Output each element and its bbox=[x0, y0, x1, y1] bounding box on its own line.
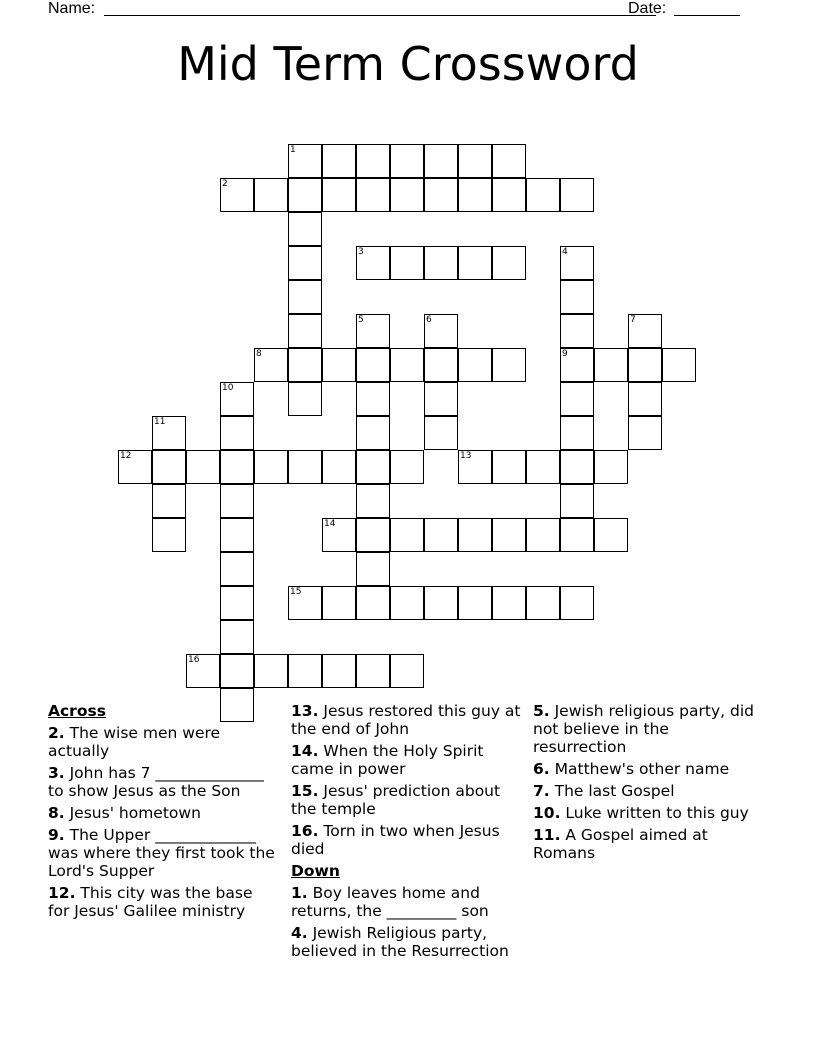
clue-item bbox=[533, 782, 763, 800]
crossword-cell[interactable] bbox=[526, 586, 560, 620]
crossword-cell[interactable] bbox=[288, 586, 322, 620]
crossword-cell[interactable] bbox=[220, 586, 254, 620]
crossword-cell[interactable] bbox=[560, 450, 594, 484]
clue-item bbox=[533, 702, 763, 756]
clues-column-2 bbox=[291, 702, 523, 964]
crossword-cell[interactable] bbox=[560, 518, 594, 552]
crossword-cell[interactable] bbox=[322, 518, 356, 552]
crossword-cell[interactable] bbox=[356, 314, 390, 348]
clue-number: 7. bbox=[533, 782, 550, 800]
crossword-cell[interactable] bbox=[390, 518, 424, 552]
clue-text: John has 7 ______________ to show Jesus as the Son bbox=[48, 764, 264, 800]
crossword-cell[interactable] bbox=[492, 450, 526, 484]
cell-number: 11 bbox=[154, 417, 166, 427]
crossword-cell[interactable] bbox=[288, 382, 322, 416]
crossword-cell[interactable] bbox=[288, 144, 322, 178]
crossword-cell[interactable] bbox=[288, 246, 322, 280]
crossword-cell[interactable] bbox=[594, 518, 628, 552]
cell-number: 9 bbox=[562, 349, 568, 359]
crossword-cell[interactable] bbox=[356, 552, 390, 586]
crossword-cell[interactable] bbox=[390, 246, 424, 280]
crossword-cell[interactable] bbox=[220, 654, 254, 688]
clue-item bbox=[533, 760, 763, 778]
crossword-cell[interactable] bbox=[220, 620, 254, 654]
crossword-cell[interactable] bbox=[526, 450, 560, 484]
clue-number: 4. bbox=[291, 924, 308, 942]
crossword-cell[interactable] bbox=[628, 416, 662, 450]
clue-item bbox=[533, 826, 763, 862]
clue-number: 12. bbox=[48, 884, 76, 902]
clue-text: Matthew's other name bbox=[549, 760, 730, 778]
crossword-cell[interactable] bbox=[492, 246, 526, 280]
crossword-cell[interactable] bbox=[594, 450, 628, 484]
clue-text: The last Gospel bbox=[549, 782, 675, 800]
crossword-cell[interactable] bbox=[628, 382, 662, 416]
crossword-cell[interactable] bbox=[118, 450, 152, 484]
crossword-cell[interactable] bbox=[492, 144, 526, 178]
clue-item bbox=[48, 804, 278, 822]
crossword-cell[interactable] bbox=[220, 416, 254, 450]
clue-number: 16. bbox=[291, 822, 319, 840]
cell-number: 16 bbox=[188, 655, 200, 665]
crossword-cell[interactable] bbox=[390, 144, 424, 178]
clue-number: 8. bbox=[48, 804, 65, 822]
crossword-cell[interactable] bbox=[288, 314, 322, 348]
crossword-cell[interactable] bbox=[560, 484, 594, 518]
clue-number: 13. bbox=[291, 702, 319, 720]
crossword-cell[interactable] bbox=[424, 314, 458, 348]
clue-number: 11. bbox=[533, 826, 561, 844]
clue-number: 1. bbox=[291, 884, 308, 902]
crossword-cell[interactable] bbox=[424, 518, 458, 552]
name-label: Name: bbox=[48, 0, 96, 17]
clue-item bbox=[533, 804, 763, 822]
cell-number: 1 bbox=[290, 145, 296, 155]
clue-text: Jewish religious party, did not believe in the resurrection bbox=[533, 702, 754, 756]
crossword-cell[interactable] bbox=[492, 518, 526, 552]
clue-text: When the Holy Spirit came in power bbox=[291, 742, 484, 778]
crossword-cell[interactable] bbox=[186, 654, 220, 688]
crossword-cell[interactable] bbox=[322, 178, 356, 212]
crossword-cell[interactable] bbox=[560, 178, 594, 212]
across-clue-list bbox=[48, 724, 278, 920]
crossword-cell[interactable] bbox=[322, 586, 356, 620]
cell-number: 6 bbox=[426, 315, 432, 325]
clue-number: 3. bbox=[48, 764, 65, 782]
clue-item bbox=[291, 742, 523, 778]
crossword-cell[interactable] bbox=[288, 280, 322, 314]
crossword-cell[interactable] bbox=[526, 178, 560, 212]
crossword-cell[interactable] bbox=[560, 586, 594, 620]
cell-number: 7 bbox=[630, 315, 636, 325]
clue-text: Jewish Religious party, believed in the Resurrection bbox=[291, 924, 509, 960]
crossword-cell[interactable] bbox=[390, 654, 424, 688]
crossword-cell[interactable] bbox=[220, 178, 254, 212]
crossword-cell[interactable] bbox=[220, 382, 254, 416]
date-label: Date: bbox=[628, 0, 667, 17]
clue-item bbox=[48, 884, 278, 920]
crossword-cell[interactable] bbox=[526, 518, 560, 552]
crossword-cell[interactable] bbox=[288, 348, 322, 382]
crossword-cell[interactable] bbox=[560, 280, 594, 314]
clue-text: Torn in two when Jesus died bbox=[291, 822, 500, 858]
crossword-cell[interactable] bbox=[424, 178, 458, 212]
crossword-cell[interactable] bbox=[322, 654, 356, 688]
clue-number: 15. bbox=[291, 782, 319, 800]
crossword-cell[interactable] bbox=[288, 212, 322, 246]
clue-text: Jesus restored this guy at the end of John bbox=[291, 702, 521, 738]
cell-number: 12 bbox=[120, 451, 132, 461]
crossword-cell[interactable] bbox=[322, 450, 356, 484]
crossword-cell[interactable] bbox=[356, 246, 390, 280]
clue-item bbox=[291, 924, 523, 960]
across-heading: Across bbox=[48, 702, 106, 720]
crossword-cell[interactable] bbox=[424, 348, 458, 382]
clue-item bbox=[291, 782, 523, 818]
clues-column-1 bbox=[48, 702, 278, 924]
clue-number: 10. bbox=[533, 804, 561, 822]
crossword-cell[interactable] bbox=[458, 246, 492, 280]
clue-item bbox=[291, 702, 523, 738]
clue-text: This city was the base for Jesus' Galilee ministry bbox=[48, 884, 253, 920]
crossword-cell[interactable] bbox=[628, 348, 662, 382]
cell-number: 2 bbox=[222, 179, 228, 189]
cell-number: 15 bbox=[290, 587, 302, 597]
clue-text: Luke written to this guy bbox=[560, 804, 749, 822]
crossword-cell[interactable] bbox=[220, 484, 254, 518]
clue-number: 14. bbox=[291, 742, 319, 760]
crossword-cell[interactable] bbox=[662, 348, 696, 382]
crossword-cell[interactable] bbox=[356, 348, 390, 382]
crossword-cell[interactable] bbox=[458, 144, 492, 178]
crossword-cell[interactable] bbox=[560, 416, 594, 450]
crossword-cell[interactable] bbox=[152, 450, 186, 484]
crossword-cell[interactable] bbox=[594, 348, 628, 382]
clue-number: 6. bbox=[533, 760, 550, 778]
clue-item bbox=[48, 826, 278, 880]
crossword-cell[interactable] bbox=[356, 144, 390, 178]
crossword-cell[interactable] bbox=[458, 450, 492, 484]
crossword-cell[interactable] bbox=[254, 178, 288, 212]
crossword-cell[interactable] bbox=[356, 416, 390, 450]
crossword-cell[interactable] bbox=[458, 178, 492, 212]
cell-number: 13 bbox=[460, 451, 472, 461]
crossword-cell[interactable] bbox=[152, 416, 186, 450]
down-clue-list bbox=[291, 884, 523, 960]
clue-item bbox=[291, 884, 523, 920]
down-heading: Down bbox=[291, 862, 340, 880]
crossword-cell[interactable] bbox=[356, 586, 390, 620]
crossword-cell[interactable] bbox=[560, 314, 594, 348]
crossword-cell[interactable] bbox=[288, 178, 322, 212]
crossword-cell[interactable] bbox=[458, 586, 492, 620]
crossword-cell[interactable] bbox=[220, 450, 254, 484]
crossword-cell[interactable] bbox=[356, 178, 390, 212]
crossword-cell[interactable] bbox=[254, 654, 288, 688]
cell-number: 4 bbox=[562, 247, 568, 257]
across-clue-list bbox=[291, 702, 523, 858]
cell-number: 5 bbox=[358, 315, 364, 325]
clue-text: Jesus' hometown bbox=[64, 804, 201, 822]
clue-text: Jesus' prediction about the temple bbox=[291, 782, 501, 818]
clue-item bbox=[48, 764, 278, 800]
crossword-cell[interactable] bbox=[254, 450, 288, 484]
crossword-cell[interactable] bbox=[424, 382, 458, 416]
crossword-cell[interactable] bbox=[390, 586, 424, 620]
down-clue-list bbox=[533, 702, 763, 862]
crossword-cell[interactable] bbox=[220, 518, 254, 552]
clue-number: 9. bbox=[48, 826, 65, 844]
clue-item bbox=[48, 724, 278, 760]
clue-number: 2. bbox=[48, 724, 65, 742]
crossword-cell[interactable] bbox=[152, 518, 186, 552]
crossword-cell[interactable] bbox=[458, 518, 492, 552]
crossword-cell[interactable] bbox=[356, 518, 390, 552]
clue-text: The wise men were actually bbox=[48, 724, 221, 760]
crossword-cell[interactable] bbox=[424, 416, 458, 450]
crossword-cell[interactable] bbox=[424, 144, 458, 178]
crossword-cell[interactable] bbox=[628, 314, 662, 348]
crossword-cell[interactable] bbox=[560, 382, 594, 416]
crossword-cell[interactable] bbox=[288, 450, 322, 484]
cell-number: 8 bbox=[256, 349, 262, 359]
crossword-cell[interactable] bbox=[322, 348, 356, 382]
crossword-cell[interactable] bbox=[186, 450, 220, 484]
clue-item bbox=[291, 822, 523, 858]
crossword-cell[interactable] bbox=[458, 348, 492, 382]
crossword-cell[interactable] bbox=[390, 178, 424, 212]
page-title: Mid Term Crossword bbox=[177, 37, 639, 91]
crossword-cell[interactable] bbox=[492, 348, 526, 382]
crossword-cell[interactable] bbox=[492, 178, 526, 212]
crossword-cell[interactable] bbox=[152, 484, 186, 518]
cell-number: 3 bbox=[358, 247, 364, 257]
crossword-cell[interactable] bbox=[356, 484, 390, 518]
crossword-cell[interactable] bbox=[390, 348, 424, 382]
crossword-cell[interactable] bbox=[560, 348, 594, 382]
crossword-cell[interactable] bbox=[288, 654, 322, 688]
crossword-cell[interactable] bbox=[356, 450, 390, 484]
clues-column-3 bbox=[533, 702, 763, 866]
crossword-cell[interactable] bbox=[560, 246, 594, 280]
crossword-cell[interactable] bbox=[356, 654, 390, 688]
crossword-cell[interactable] bbox=[254, 348, 288, 382]
clue-text: Boy leaves home and returns, the _________ son bbox=[291, 884, 489, 920]
cell-number: 10 bbox=[222, 383, 234, 393]
crossword-cell[interactable] bbox=[322, 144, 356, 178]
crossword-cell[interactable] bbox=[390, 450, 424, 484]
cell-number: 14 bbox=[324, 519, 336, 529]
crossword-cell[interactable] bbox=[220, 552, 254, 586]
clue-text: The Upper _____________ was where they first took the Lord's Supper bbox=[48, 826, 275, 880]
crossword-cell[interactable] bbox=[424, 586, 458, 620]
clue-number: 5. bbox=[533, 702, 550, 720]
crossword-cell[interactable] bbox=[492, 586, 526, 620]
crossword-cell[interactable] bbox=[356, 382, 390, 416]
crossword-cell[interactable] bbox=[424, 246, 458, 280]
clue-text: A Gospel aimed at Romans bbox=[533, 826, 708, 862]
